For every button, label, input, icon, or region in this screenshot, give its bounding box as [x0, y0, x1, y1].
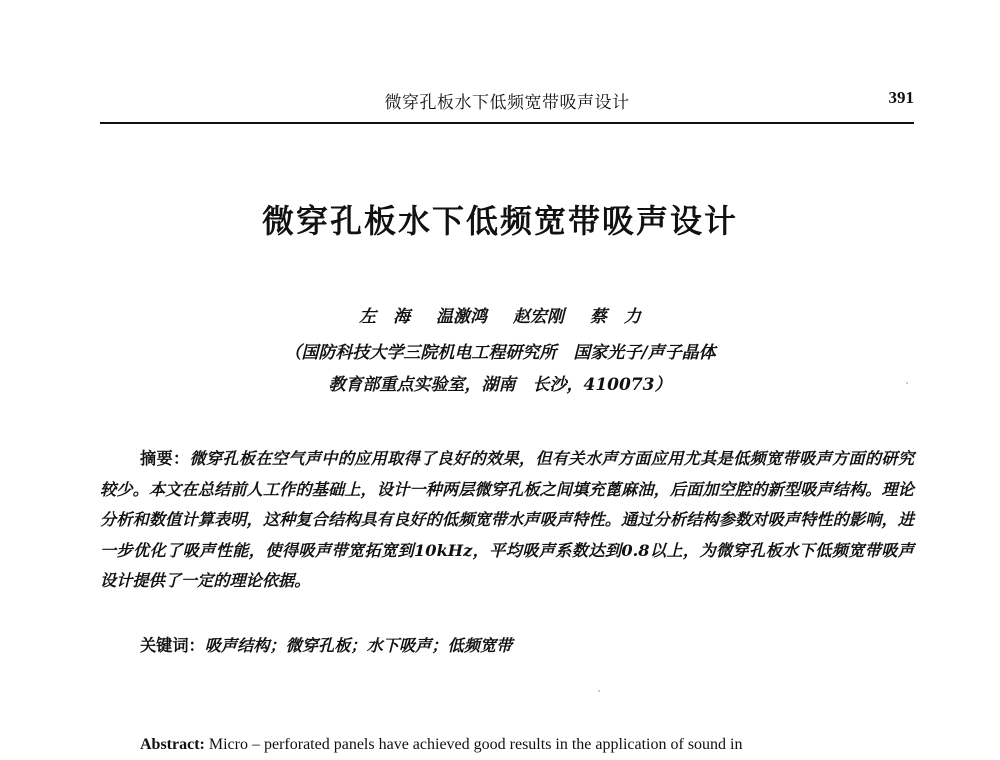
- scan-speck: [598, 690, 600, 692]
- header-rule: [100, 122, 914, 124]
- page-number: 391: [888, 88, 914, 107]
- running-header: [100, 84, 914, 114]
- paper-title: 微穿孔板水下低频宽带吸声设计: [261, 202, 738, 240]
- keywords-label: 关键词：: [140, 636, 205, 655]
- running-title: 微穿孔板水下低频宽带吸声设计: [384, 93, 630, 113]
- author-name: 蔡 力: [589, 307, 641, 327]
- author-name: 赵宏刚: [512, 307, 564, 327]
- affiliation-line-2: 教育部重点实验室，湖南 长沙，410073）: [328, 375, 672, 395]
- abstract-label: 摘要：: [140, 449, 190, 468]
- abstract-english: [140, 734, 914, 756]
- author-name: 左 海: [359, 307, 411, 327]
- scan-speck: [906, 382, 908, 384]
- abstract-chinese: [100, 444, 914, 597]
- author-name: 温激鸿: [436, 307, 488, 327]
- abstract-en-label: Abstract:: [140, 736, 205, 753]
- keywords-text: 吸声结构；微穿孔板；水下吸声；低频宽带: [204, 636, 513, 655]
- keywords: [140, 632, 914, 656]
- abstract-text: 微穿孔板在空气声中的应用取得了良好的效果，但有关水声方面应用尤其是低频宽带吸声方面的研究较少。本文在总结前人工作的基础上，设计一种两层微穿孔板之间填充蓖麻油，后面加空腔的新型吸声结构。理论分析和数值计算表明，这种复合结构具有良好的低频宽带水声吸声特性。通过分析结构参数对吸声特性的影响，进一步优化了吸声性能，使得吸声带宽拓宽到10kHz，平均吸声系数达到0.8以上，为微穿孔板水下低频宽带吸声设计提供了一定的理论依据。: [100, 449, 915, 590]
- affiliation-line-1: （国防科技大学三院机电工程研究所 国家光子/声子晶体: [284, 343, 716, 363]
- author-list: [0, 302, 1000, 327]
- abstract-en-text: Micro – perforated panels have achieved good results in the application of sound in: [208, 736, 743, 753]
